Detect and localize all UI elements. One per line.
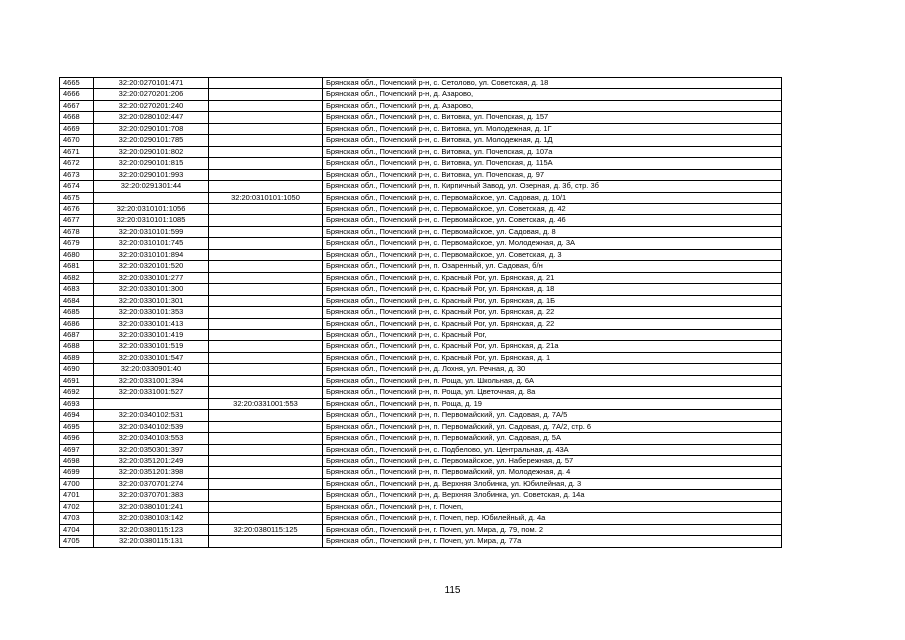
cadastral-number-cell — [94, 398, 209, 409]
row-number-cell: 4701 — [60, 490, 94, 501]
table-row — [60, 375, 782, 386]
cadastral-number-cell: 32:20:0380103:142 — [94, 513, 209, 524]
cadastral-number-cell: 32:20:0310101:599 — [94, 226, 209, 237]
address-cell: Брянская обл., Почепский р-н, п. Первомайский, ул. Молодежная, д. 4 — [323, 467, 782, 478]
table-row — [60, 123, 782, 134]
cadastral-number-cell: 32:20:0320101:520 — [94, 261, 209, 272]
row-number-cell: 4674 — [60, 181, 94, 192]
related-cadastral-number-cell — [209, 249, 323, 260]
related-cadastral-number-cell — [209, 181, 323, 192]
address-cell: Брянская обл., Почепский р-н, с. Красный Рог, ул. Брянская, д. 18 — [323, 284, 782, 295]
cadastral-number-cell: 32:20:0340102:539 — [94, 421, 209, 432]
table-row — [60, 78, 782, 89]
row-number-cell: 4680 — [60, 249, 94, 260]
row-number-cell: 4677 — [60, 215, 94, 226]
row-number-cell: 4700 — [60, 478, 94, 489]
row-number-cell: 4683 — [60, 284, 94, 295]
address-cell: Брянская обл., Почепский р-н, с. Витовка, ул. Почепская, д. 157 — [323, 112, 782, 123]
related-cadastral-number-cell — [209, 329, 323, 340]
registry-table-body — [60, 78, 782, 548]
table-row — [60, 410, 782, 421]
table-row — [60, 226, 782, 237]
related-cadastral-number-cell — [209, 490, 323, 501]
related-cadastral-number-cell — [209, 123, 323, 134]
related-cadastral-number-cell: 32:20:0380115:125 — [209, 524, 323, 535]
row-number-cell: 4684 — [60, 295, 94, 306]
address-cell: Брянская обл., Почепский р-н, с. Сетолово, ул. Советская, д. 18 — [323, 78, 782, 89]
cadastral-number-cell: 32:20:0270101:471 — [94, 78, 209, 89]
address-cell: Брянская обл., Почепский р-н, п. Первомайский, ул. Садовая, д. 5А — [323, 433, 782, 444]
related-cadastral-number-cell: 32:20:0331001:553 — [209, 398, 323, 409]
cadastral-number-cell: 32:20:0310101:1085 — [94, 215, 209, 226]
table-row — [60, 238, 782, 249]
row-number-cell: 4668 — [60, 112, 94, 123]
related-cadastral-number-cell — [209, 169, 323, 180]
related-cadastral-number-cell — [209, 100, 323, 111]
cadastral-number-cell: 32:20:0380101:241 — [94, 501, 209, 512]
related-cadastral-number-cell — [209, 433, 323, 444]
related-cadastral-number-cell — [209, 410, 323, 421]
table-row — [60, 341, 782, 352]
address-cell: Брянская обл., Почепский р-н, п. Первомайский, ул. Садовая, д. 7А/2, стр. 6 — [323, 421, 782, 432]
table-row — [60, 513, 782, 524]
row-number-cell: 4679 — [60, 238, 94, 249]
related-cadastral-number-cell — [209, 284, 323, 295]
row-number-cell: 4703 — [60, 513, 94, 524]
table-row — [60, 112, 782, 123]
address-cell: Брянская обл., Почепский р-н, с. Первомайское, ул. Советская, д. 3 — [323, 249, 782, 260]
cadastral-number-cell: 32:20:0330101:301 — [94, 295, 209, 306]
row-number-cell: 4678 — [60, 226, 94, 237]
address-cell: Брянская обл., Почепский р-н, с. Красный Рог, ул. Брянская, д. 21 — [323, 272, 782, 283]
related-cadastral-number-cell — [209, 421, 323, 432]
address-cell: Брянская обл., Почепский р-н, с. Первомайское, ул. Советская, д. 42 — [323, 203, 782, 214]
cadastral-number-cell: 32:20:0290101:785 — [94, 135, 209, 146]
related-cadastral-number-cell — [209, 272, 323, 283]
row-number-cell: 4686 — [60, 318, 94, 329]
row-number-cell: 4691 — [60, 375, 94, 386]
address-cell: Брянская обл., Почепский р-н, п. Роща, ул. Школьная, д. 6А — [323, 375, 782, 386]
address-cell: Брянская обл., Почепский р-н, с. Витовка, ул. Молодежная, д. 1Д — [323, 135, 782, 146]
cadastral-number-cell: 32:20:0270201:206 — [94, 89, 209, 100]
cadastral-number-cell: 32:20:0290101:815 — [94, 158, 209, 169]
related-cadastral-number-cell — [209, 513, 323, 524]
cadastral-number-cell: 32:20:0340102:531 — [94, 410, 209, 421]
row-number-cell: 4669 — [60, 123, 94, 134]
row-number-cell: 4705 — [60, 536, 94, 547]
related-cadastral-number-cell — [209, 158, 323, 169]
row-number-cell: 4696 — [60, 433, 94, 444]
cadastral-number-cell: 32:20:0280102:447 — [94, 112, 209, 123]
related-cadastral-number-cell — [209, 146, 323, 157]
cadastral-number-cell: 32:20:0380115:131 — [94, 536, 209, 547]
cadastral-number-cell: 32:20:0351201:398 — [94, 467, 209, 478]
address-cell: Брянская обл., Почепский р-н, с. Красный Рог, — [323, 329, 782, 340]
address-cell: Брянская обл., Почепский р-н, д. Лохня, ул. Речная, д. 30 — [323, 364, 782, 375]
address-cell: Брянская обл., Почепский р-н, с. Подбелово, ул. Центральная, д. 43А — [323, 444, 782, 455]
cadastral-number-cell: 32:20:0310101:894 — [94, 249, 209, 260]
table-row — [60, 307, 782, 318]
related-cadastral-number-cell — [209, 501, 323, 512]
row-number-cell: 4688 — [60, 341, 94, 352]
table-row — [60, 203, 782, 214]
related-cadastral-number-cell — [209, 89, 323, 100]
address-cell: Брянская обл., Почепский р-н, г. Почеп, ул. Мира, д. 77а — [323, 536, 782, 547]
address-cell: Брянская обл., Почепский р-н, д. Верхняя Злобинка, ул. Юбилейная, д. 3 — [323, 478, 782, 489]
related-cadastral-number-cell — [209, 295, 323, 306]
row-number-cell: 4681 — [60, 261, 94, 272]
table-row — [60, 261, 782, 272]
address-cell: Брянская обл., Почепский р-н, п. Озаренный, ул. Садовая, б/н — [323, 261, 782, 272]
table-row — [60, 318, 782, 329]
related-cadastral-number-cell — [209, 536, 323, 547]
row-number-cell: 4694 — [60, 410, 94, 421]
cadastral-number-cell: 32:20:0310101:1056 — [94, 203, 209, 214]
table-row — [60, 478, 782, 489]
address-cell: Брянская обл., Почепский р-н, с. Витовка, ул. Почепская, д. 97 — [323, 169, 782, 180]
address-cell: Брянская обл., Почепский р-н, с. Первомайское, ул. Молодежная, д. 3А — [323, 238, 782, 249]
row-number-cell: 4670 — [60, 135, 94, 146]
related-cadastral-number-cell — [209, 203, 323, 214]
table-row — [60, 169, 782, 180]
related-cadastral-number-cell: 32:20:0310101:1050 — [209, 192, 323, 203]
related-cadastral-number-cell — [209, 226, 323, 237]
related-cadastral-number-cell — [209, 455, 323, 466]
row-number-cell: 4692 — [60, 387, 94, 398]
row-number-cell: 4690 — [60, 364, 94, 375]
table-row — [60, 364, 782, 375]
row-number-cell: 4697 — [60, 444, 94, 455]
row-number-cell: 4702 — [60, 501, 94, 512]
cadastral-number-cell: 32:20:0291301:44 — [94, 181, 209, 192]
cadastral-number-cell: 32:20:0330101:353 — [94, 307, 209, 318]
table-row — [60, 398, 782, 409]
cadastral-number-cell — [94, 192, 209, 203]
row-number-cell: 4667 — [60, 100, 94, 111]
related-cadastral-number-cell — [209, 341, 323, 352]
table-row — [60, 433, 782, 444]
table-row — [60, 455, 782, 466]
table-row — [60, 421, 782, 432]
cadastral-number-cell: 32:20:0340103:553 — [94, 433, 209, 444]
row-number-cell: 4666 — [60, 89, 94, 100]
row-number-cell: 4699 — [60, 467, 94, 478]
cadastral-number-cell: 32:20:0370701:274 — [94, 478, 209, 489]
cadastral-number-cell: 32:20:0310101:745 — [94, 238, 209, 249]
related-cadastral-number-cell — [209, 387, 323, 398]
cadastral-number-cell: 32:20:0330101:519 — [94, 341, 209, 352]
row-number-cell: 4687 — [60, 329, 94, 340]
page-number: 115 — [444, 585, 461, 596]
row-number-cell: 4673 — [60, 169, 94, 180]
cadastral-number-cell: 32:20:0370701:383 — [94, 490, 209, 501]
table-row — [60, 329, 782, 340]
cadastral-number-cell: 32:20:0290101:708 — [94, 123, 209, 134]
address-cell: Брянская обл., Почепский р-н, п. Роща, ул. Цветочная, д. 8а — [323, 387, 782, 398]
address-cell: Брянская обл., Почепский р-н, п. Роща, д. 19 — [323, 398, 782, 409]
related-cadastral-number-cell — [209, 375, 323, 386]
table-row — [60, 215, 782, 226]
cadastral-number-cell: 32:20:0330101:277 — [94, 272, 209, 283]
cadastral-number-cell: 32:20:0380115:123 — [94, 524, 209, 535]
related-cadastral-number-cell — [209, 238, 323, 249]
related-cadastral-number-cell — [209, 215, 323, 226]
address-cell: Брянская обл., Почепский р-н, п. Первомайский, ул. Садовая, д. 7А/5 — [323, 410, 782, 421]
cadastral-number-cell: 32:20:0330101:547 — [94, 352, 209, 363]
row-number-cell: 4682 — [60, 272, 94, 283]
row-number-cell: 4685 — [60, 307, 94, 318]
address-cell: Брянская обл., Почепский р-н, с. Красный Рог, ул. Брянская, д. 1Б — [323, 295, 782, 306]
cadastral-number-cell: 32:20:0270201:240 — [94, 100, 209, 111]
cadastral-number-cell: 32:20:0331001:527 — [94, 387, 209, 398]
address-cell: Брянская обл., Почепский р-н, с. Красный Рог, ул. Брянская, д. 22 — [323, 307, 782, 318]
address-cell: Брянская обл., Почепский р-н, с. Первомайское, ул. Садовая, д. 8 — [323, 226, 782, 237]
cadastral-number-cell: 32:20:0330101:413 — [94, 318, 209, 329]
related-cadastral-number-cell — [209, 112, 323, 123]
address-cell: Брянская обл., Почепский р-н, д. Азарово, — [323, 89, 782, 100]
table-row — [60, 192, 782, 203]
cadastral-number-cell: 32:20:0350301:397 — [94, 444, 209, 455]
row-number-cell: 4676 — [60, 203, 94, 214]
registry-table — [59, 77, 782, 548]
table-row — [60, 284, 782, 295]
row-number-cell: 4665 — [60, 78, 94, 89]
table-row — [60, 181, 782, 192]
related-cadastral-number-cell — [209, 478, 323, 489]
address-cell: Брянская обл., Почепский р-н, с. Первомайское, ул. Садовая, д. 10/1 — [323, 192, 782, 203]
related-cadastral-number-cell — [209, 307, 323, 318]
cadastral-number-cell: 32:20:0330901:40 — [94, 364, 209, 375]
table-row — [60, 295, 782, 306]
cadastral-number-cell: 32:20:0330101:419 — [94, 329, 209, 340]
address-cell: Брянская обл., Почепский р-н, с. Первомайское, ул. Набережная, д. 57 — [323, 455, 782, 466]
address-cell: Брянская обл., Почепский р-н, г. Почеп, — [323, 501, 782, 512]
address-cell: Брянская обл., Почепский р-н, с. Витовка, ул. Почепская, д. 107а — [323, 146, 782, 157]
table-row — [60, 536, 782, 547]
cadastral-number-cell: 32:20:0331001:394 — [94, 375, 209, 386]
address-cell: Брянская обл., Почепский р-н, г. Почеп, пер. Юбилейный, д. 4а — [323, 513, 782, 524]
row-number-cell: 4672 — [60, 158, 94, 169]
related-cadastral-number-cell — [209, 364, 323, 375]
table-row — [60, 89, 782, 100]
address-cell: Брянская обл., Почепский р-н, с. Красный Рог, ул. Брянская, д. 1 — [323, 352, 782, 363]
related-cadastral-number-cell — [209, 261, 323, 272]
address-cell: Брянская обл., Почепский р-н, с. Первомайское, ул. Советская, д. 46 — [323, 215, 782, 226]
related-cadastral-number-cell — [209, 318, 323, 329]
table-row — [60, 444, 782, 455]
table-row — [60, 146, 782, 157]
address-cell: Брянская обл., Почепский р-н, с. Витовка, ул. Молодежная, д. 1Г — [323, 123, 782, 134]
related-cadastral-number-cell — [209, 78, 323, 89]
row-number-cell: 4675 — [60, 192, 94, 203]
table-row — [60, 490, 782, 501]
table-row — [60, 352, 782, 363]
cadastral-number-cell: 32:20:0290101:802 — [94, 146, 209, 157]
related-cadastral-number-cell — [209, 135, 323, 146]
row-number-cell: 4693 — [60, 398, 94, 409]
cadastral-number-cell: 32:20:0330101:300 — [94, 284, 209, 295]
table-row — [60, 158, 782, 169]
table-row — [60, 135, 782, 146]
address-cell: Брянская обл., Почепский р-н, с. Красный Рог, ул. Брянская, д. 21а — [323, 341, 782, 352]
address-cell: Брянская обл., Почепский р-н, с. Витовка, ул. Почепская, д. 115А — [323, 158, 782, 169]
cadastral-number-cell: 32:20:0351201:249 — [94, 455, 209, 466]
table-row — [60, 249, 782, 260]
related-cadastral-number-cell — [209, 352, 323, 363]
related-cadastral-number-cell — [209, 467, 323, 478]
table-row — [60, 501, 782, 512]
row-number-cell: 4671 — [60, 146, 94, 157]
row-number-cell: 4698 — [60, 455, 94, 466]
table-row — [60, 387, 782, 398]
table-row — [60, 524, 782, 535]
row-number-cell: 4695 — [60, 421, 94, 432]
table-row — [60, 100, 782, 111]
address-cell: Брянская обл., Почепский р-н, г. Почеп, ул. Мира, д. 79, пом. 2 — [323, 524, 782, 535]
row-number-cell: 4689 — [60, 352, 94, 363]
table-row — [60, 467, 782, 478]
cadastral-number-cell: 32:20:0290101:993 — [94, 169, 209, 180]
address-cell: Брянская обл., Почепский р-н, п. Кирпичный Завод, ул. Озерная, д. 3б, стр. 3б — [323, 181, 782, 192]
related-cadastral-number-cell — [209, 444, 323, 455]
row-number-cell: 4704 — [60, 524, 94, 535]
table-row — [60, 272, 782, 283]
address-cell: Брянская обл., Почепский р-н, д. Азарово, — [323, 100, 782, 111]
address-cell: Брянская обл., Почепский р-н, д. Верхняя Злобинка, ул. Советская, д. 14а — [323, 490, 782, 501]
address-cell: Брянская обл., Почепский р-н, с. Красный Рог, ул. Брянская, д. 22 — [323, 318, 782, 329]
